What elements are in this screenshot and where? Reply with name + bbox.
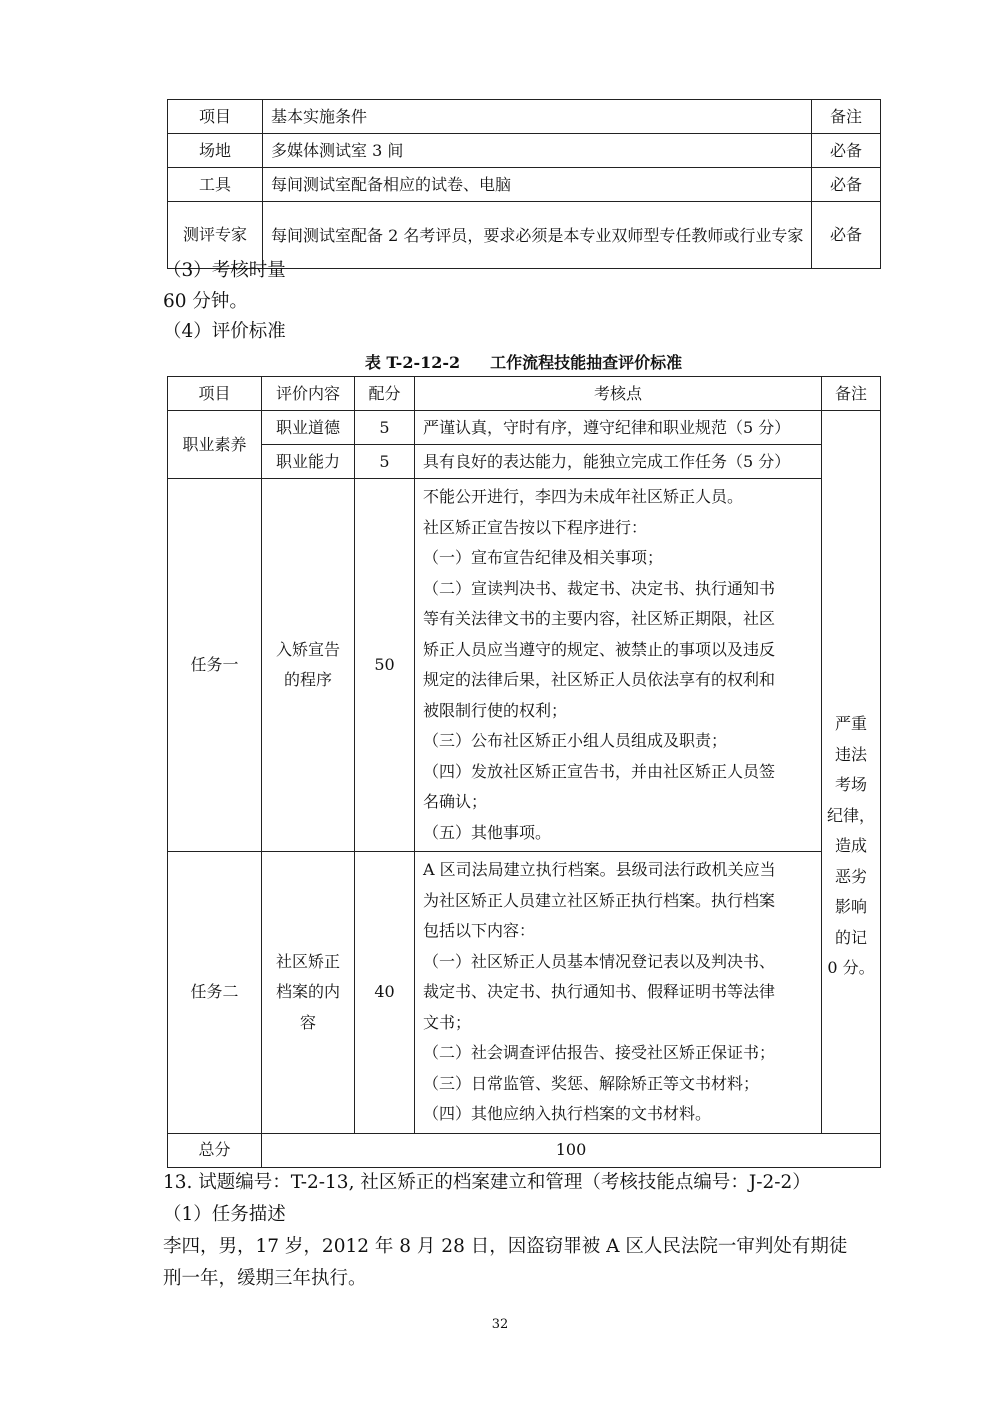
point-line: 名确认； (423, 792, 488, 811)
point-cell: 具有良好的表达能力，能独立完成工作任务（5 分） (415, 445, 822, 479)
question-paragraph-line: 李四，男，17 岁，2012 年 8 月 28 日，因盗窃罪被 A 区人民法院一审判处有期徒 (163, 1236, 848, 1257)
table-cell: 每间测试室配备 2 名考评员，要求必须是本专业双师型专任教师或行业专家 (263, 202, 812, 269)
table-header-row (168, 100, 881, 134)
point-line: 被限制行使的权利； (423, 700, 568, 720)
evaluation-table (167, 376, 881, 1168)
table-caption-title: 工作流程技能抽查评价标准 (490, 353, 683, 372)
point-line: 文书； (423, 1012, 472, 1032)
score-cell: 50 (355, 479, 415, 852)
section-heading-duration: （3）考核时量 (163, 260, 286, 281)
item-cell: 任务一 (168, 479, 262, 852)
remark-line: 0 分。 (827, 958, 875, 977)
point-line: （四）发放社区矫正宣告书，并由社区矫正人员签 (423, 761, 776, 781)
remark-line: 纪律， (826, 805, 875, 825)
header-cell: 基本实施条件 (263, 100, 812, 134)
page-number: 32 (491, 1317, 509, 1332)
question-sub-heading: （1）任务描述 (163, 1204, 286, 1225)
content-line: 社区矫正 (275, 951, 340, 971)
point-line: （二）宣读判决书、裁定书、决定书、执行通知书 (423, 578, 776, 598)
point-line: （四）其他应纳入执行档案的文书材料。 (423, 1104, 712, 1123)
table-cell: 每间测试室配备相应的试卷、电脑 (263, 168, 812, 202)
remark-line: 严重 (834, 714, 867, 733)
remark-line: 的记 (834, 927, 867, 947)
point-line: A 区司法局建立执行档案。县级司法行政机关应当 (423, 860, 776, 879)
content-cell (262, 479, 355, 852)
content-line: 容 (299, 1012, 316, 1032)
point-line: 为社区矫正人员建立社区矫正执行档案。执行档案 (423, 890, 776, 910)
table-cell: 必备 (812, 168, 881, 202)
remark-line: 违法 (834, 744, 867, 764)
question-paragraph-line: 刑一年，缓期三年执行。 (163, 1268, 367, 1289)
content-line: 入矫宣告 (275, 639, 340, 659)
remark-line: 影响 (834, 897, 867, 916)
score-cell: 5 (355, 445, 415, 479)
point-line: 规定的法律后果，社区矫正人员依法享有的权利和 (423, 670, 776, 689)
content-cell: 职业能力 (262, 445, 355, 479)
question-title: 13. 试题编号：T-2-13, 社区矫正的档案建立和管理（考核技能点编号：J-2-2） (163, 1172, 811, 1193)
table-row (168, 168, 881, 202)
section-heading-criteria: （4）评价标准 (163, 321, 286, 342)
point-line: 等有关法律文书的主要内容，社区矫正期限，社区 (423, 609, 776, 628)
header-cell: 配分 (355, 377, 415, 411)
table-caption-id: 表 T-2-12-2 (364, 353, 461, 372)
remark-line: 造成 (834, 836, 867, 855)
table-row (168, 852, 881, 1134)
point-line: 裁定书、决定书、执行通知书、假释证明书等法律 (423, 982, 776, 1001)
point-line: （三）公布社区矫正小组人员组成及职责； (423, 731, 728, 750)
point-cell (415, 852, 822, 1134)
conditions-table (167, 99, 881, 269)
score-cell: 40 (355, 852, 415, 1134)
point-line: （三）日常监管、奖惩、解除矫正等文书材料； (423, 1073, 760, 1093)
table-cell: 必备 (812, 202, 881, 269)
table-header-row (168, 377, 881, 411)
score-cell: 5 (355, 411, 415, 445)
content-line: 的程序 (283, 670, 332, 689)
table-row (168, 445, 881, 479)
table-row (168, 479, 881, 852)
header-cell: 备注 (812, 100, 881, 134)
table-cell: 多媒体测试室 3 间 (263, 134, 812, 168)
header-cell: 考核点 (415, 377, 822, 411)
content-cell (262, 852, 355, 1134)
point-line: （二）社会调查评估报告、接受社区矫正保证书； (423, 1043, 776, 1062)
table-cell: 测评专家 (168, 202, 263, 269)
table-cell: 工具 (168, 168, 263, 202)
content-line: 档案的内 (275, 982, 340, 1001)
table-total-row (168, 1133, 881, 1167)
point-line: （五）其他事项。 (423, 822, 552, 842)
remark-line: 恶劣 (834, 866, 867, 886)
point-line: 不能公开进行，李四为未成年社区矫正人员。 (423, 487, 744, 506)
remark-cell (822, 411, 881, 1134)
table-row (168, 134, 881, 168)
table-row (168, 411, 881, 445)
point-line: （一）社区矫正人员基本情况登记表以及判决书、 (423, 951, 776, 971)
point-cell: 严谨认真，守时有序，遵守纪律和职业规范（5 分） (415, 411, 822, 445)
point-line: 矫正人员应当遵守的规定、被禁止的事项以及违反 (423, 639, 776, 659)
remark-line: 考场 (834, 775, 867, 794)
point-cell (415, 479, 822, 852)
content-cell: 职业道德 (262, 411, 355, 445)
header-cell: 备注 (822, 377, 881, 411)
point-line: 社区矫正宣告按以下程序进行： (423, 517, 648, 537)
total-label-cell: 总分 (168, 1133, 262, 1167)
total-value-cell: 100 (262, 1133, 881, 1167)
item-cell: 职业素养 (168, 411, 262, 479)
header-cell: 评价内容 (262, 377, 355, 411)
point-line: （一）宣布宣告纪律及相关事项； (423, 548, 664, 567)
header-cell: 项目 (168, 100, 263, 134)
table-cell: 必备 (812, 134, 881, 168)
point-line: 包括以下内容： (423, 921, 536, 940)
item-cell: 任务二 (168, 852, 262, 1134)
header-cell: 项目 (168, 377, 262, 411)
table-cell: 场地 (168, 134, 263, 168)
table-caption (167, 350, 880, 373)
duration-text: 60 分钟。 (163, 291, 248, 312)
